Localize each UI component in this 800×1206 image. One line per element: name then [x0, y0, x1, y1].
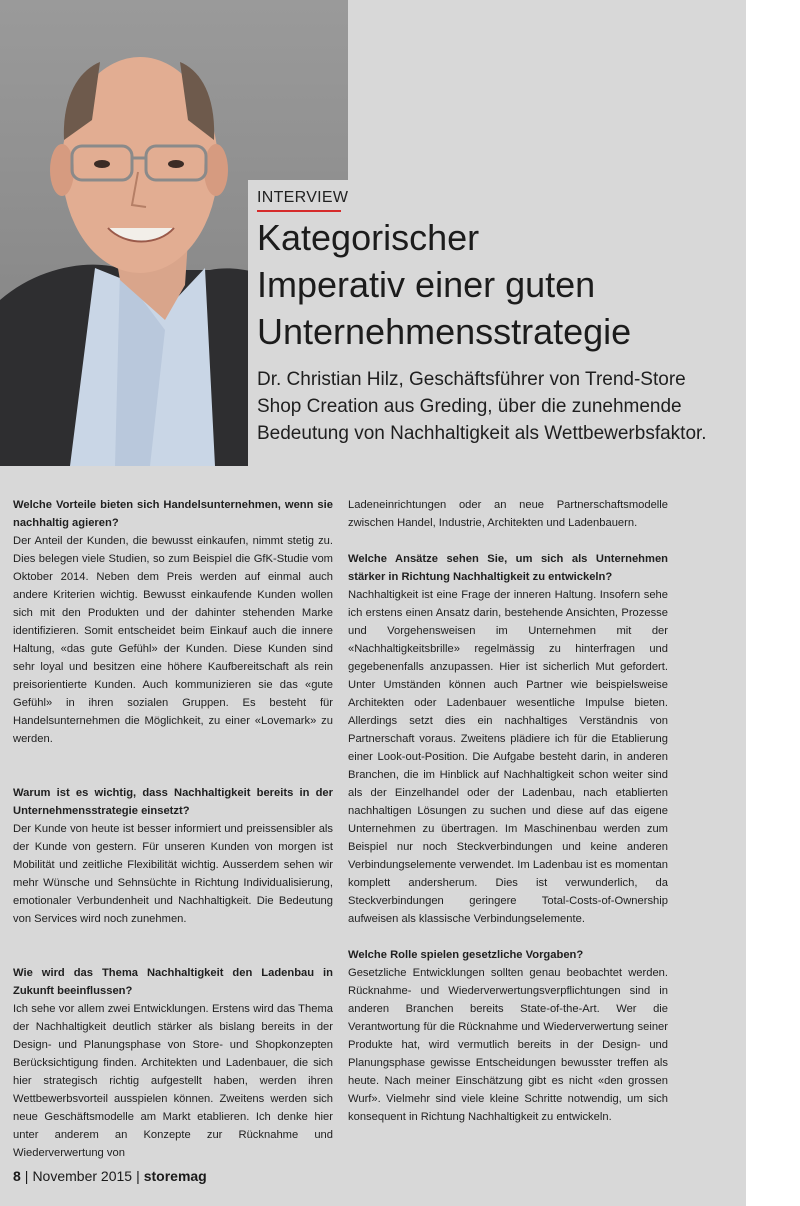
question-4: Welche Ansätze sehen Sie, um sich als Unternehmen stärker in Richtung Nachhaltigkeit zu entwickeln?	[348, 553, 668, 583]
answer-4: Nachhaltigkeit ist eine Frage der inneren Haltung. Insofern sehe ich erstens einen Ansatz darin, bestehende Ansichten, Prozesse und Vorgehensweisen im Unternehmen mit der «Nachhaltigkeitsbrille» regelmässig zu hinterfragen und gegebenenfalls anzupassen. Hier ist sicherlich Mut gefordert. Unter Umständen können auch Partner wie beispielsweise Architekten oder Ladenbauer wesentliche Impulse bieten. Allerdings setzt dies ein nachhaltiges Verständnis von Partnerschaft voraus. Zweitens plädiere ich für die Etablierung einer Look-out-Position. Die Aufgabe besteht darin, in anderen Branchen, die im Hinblick auf Nachhaltigkeit schon weiter sind als der Einzelhandel oder der Ladenbau, nach etablierten nachhaltigen Lösungen zu suchen und diese auf das eigene Unternehmen zu übertragen. Im Maschinenbau werden zum Beispiel nur noch Steckverbindungen und keine anderen Verbindungselemente verwendet. Im Ladenbau ist es momentan komplett andersherum. Dies ist verwunderlich, da Steckverbindungen geringere Total-Costs-of-Ownership aufweisen als klassische Verbindungselemente.	[348, 589, 668, 925]
page-footer: 8 | November 2015 | storemag	[13, 1168, 207, 1184]
title-line-3: Unternehmensstrategie	[257, 311, 632, 352]
title-line-1: Kategorischer	[257, 217, 480, 258]
answer-2: Der Kunde von heute ist besser informiert und preissensibler als der Kunde von gestern. Für unseren Kunden von morgen ist Mobilität und zeitliche Flexibilität wichtig. Ausserdem sehen wir mehr Wünsche und Sehnsüchte in Richtung Individualisierung, emotionaler Verbundenheit und Nachhaltigkeit. Die Bedeutung von Services wird noch zunehmen.	[13, 823, 333, 925]
question-1: Welche Vorteile bieten sich Handelsunternehmen, wenn sie nachhaltig agieren?	[13, 499, 333, 529]
article-subtitle: Dr. Christian Hilz, Geschäftsführer von Trend-Store Shop Creation aus Greding, über die zunehmende Bedeutung von Nachhaltigkeit als Wettbewerbsfaktor.	[257, 369, 707, 444]
title-line-2: Imperativ einer guten	[257, 264, 596, 305]
left-column	[13, 496, 333, 1162]
page-number: 8	[13, 1168, 21, 1184]
question-2: Warum ist es wichtig, dass Nachhaltigkeit bereits in der Unternehmensstrategie einsetzt?	[13, 787, 333, 817]
issue-date: November 2015	[32, 1168, 133, 1184]
kicker-underline	[257, 210, 341, 212]
right-column	[348, 496, 668, 1126]
section-kicker: INTERVIEW	[257, 189, 349, 206]
question-3: Wie wird das Thema Nachhaltigkeit den Ladenbau in Zukunft beeinflussen?	[13, 967, 333, 997]
question-5: Welche Rolle spielen gesetzliche Vorgaben?	[348, 949, 584, 961]
answer-3: Ich sehe vor allem zwei Entwicklungen. Erstens wird das Thema der Nachhaltigkeit deutlich stärker als bislang bereits in der Design- und Planungsphase von Store- und Shopkonzepten Berücksichtigung finden. Architekten und Ladenbauer, die sich hier strategisch richtig aufgestellt haben, werden ihren Wettbewerbsvorteil ausspielen können. Zweitens werden sich neue Geschäftsmodelle am Markt etablieren. Ich denke hier unter anderem an Konzepte zur Rücknahme und Wiederverwertung von	[13, 1003, 333, 1159]
answer-3-continued: Ladeneinrichtungen oder an neue Partnerschaftsmodelle zwischen Handel, Industrie, Architekten und Ladenbauern.	[348, 499, 668, 529]
publication-name: storemag	[143, 1168, 207, 1184]
answer-5: Gesetzliche Entwicklungen sollten genau beobachtet werden. Rücknahme- und Wiederverwertungsverpflichtungen sind in anderen Branchen bereits State-of-the-Art. Wer die Verantwortung für die Rücknahme und Wiederverwertung seiner Produkte hat, wird vermutlich bereits in der Design- und Planungsphase gewisse Entscheidungen bewusster treffen als heute. Nach meiner Einschätzung gibt es nicht «den grossen Wurf». Vielmehr sind viele kleine Schritte notwendig, um sich konsequent in Richtung Nachhaltigkeit zu entwickeln.	[348, 967, 668, 1123]
article-title	[257, 214, 737, 355]
answer-1: Der Anteil der Kunden, die bewusst einkaufen, nimmt stetig zu. Dies belegen viele Studien, so zum Beispiel die GfK-Studie vom Oktober 2014. Neben dem Preis werden auf einmal auch andere Kriterien wichtig. Bewusst einkaufende Kunden wollen sich mit den Produkten und der dahinter stehenden Marke identifizieren. Somit entscheidet beim Einkauf auch die innere Haltung, «das gute Gefühl» der Kunden. Diese Kunden sind sehr loyal und besitzen eine höhere Kaufbereitschaft als rein preisorientierte Kunden. Auch kommunizieren sie das «gute Gefühl» in ihren sozialen Gruppen. Es besteht für Handelsunternehmen die Möglichkeit, zu einer «Lovemark» zu werden.	[13, 535, 333, 745]
